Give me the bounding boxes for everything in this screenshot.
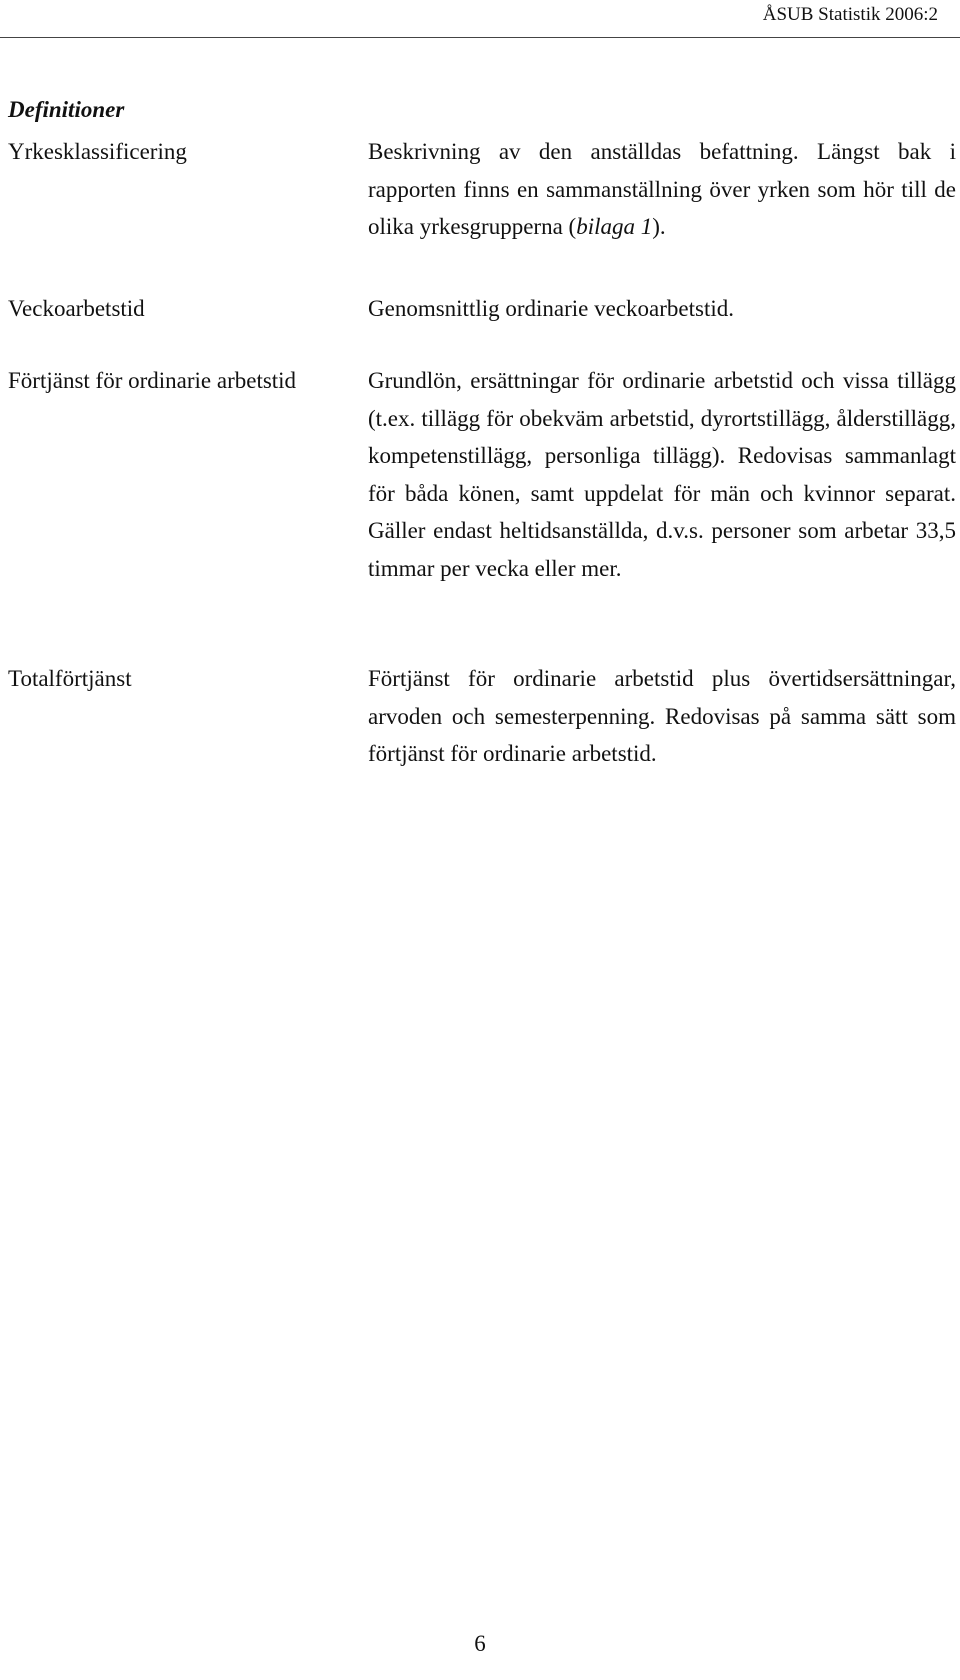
description-text: Beskrivning av den anställdas befattning. Längst bak i rapporten finns en sammanställning över yrken som hör till de olika yrkesgrupperna (: [368, 139, 956, 239]
definition-term: Totalförtjänst: [8, 666, 132, 691]
page-number: 6: [474, 1631, 486, 1656]
definition-term: Yrkesklassificering: [8, 139, 187, 164]
header-title: ÅSUB Statistik 2006:2: [762, 4, 938, 25]
definition-term: Förtjänst för ordinarie arbetstid: [8, 368, 297, 393]
section-title: Definitioner: [8, 97, 125, 122]
page-header: [0, 0, 960, 38]
definition-term: Veckoarbetstid: [8, 296, 145, 321]
definition-description: [368, 133, 956, 246]
description-text-end: ).: [652, 214, 666, 239]
definition-description: Förtjänst för ordinarie arbetstid plus övertidsersättningar, arvoden och semesterpenning. Redovisas på samma sätt som förtjänst för ordinarie arbetstid.: [368, 666, 956, 766]
description-italic-text: bilaga 1: [576, 214, 653, 239]
definition-description: Grundlön, ersättningar för ordinarie arbetstid och vissa tillägg (t.ex. tillägg för obekväm arbetstid, dyrortstillägg, ålderstillägg, kompetenstillägg, personliga tillägg). Redovisas sammanlagt för båda könen, samt uppdelat för män och kvinnor separat. Gäller endast heltidsanställda, d.v.s. personer som arbetar 33,5 timmar per vecka eller mer.: [368, 368, 956, 581]
definition-description: Genomsnittlig ordinarie veckoarbetstid.: [368, 296, 734, 321]
